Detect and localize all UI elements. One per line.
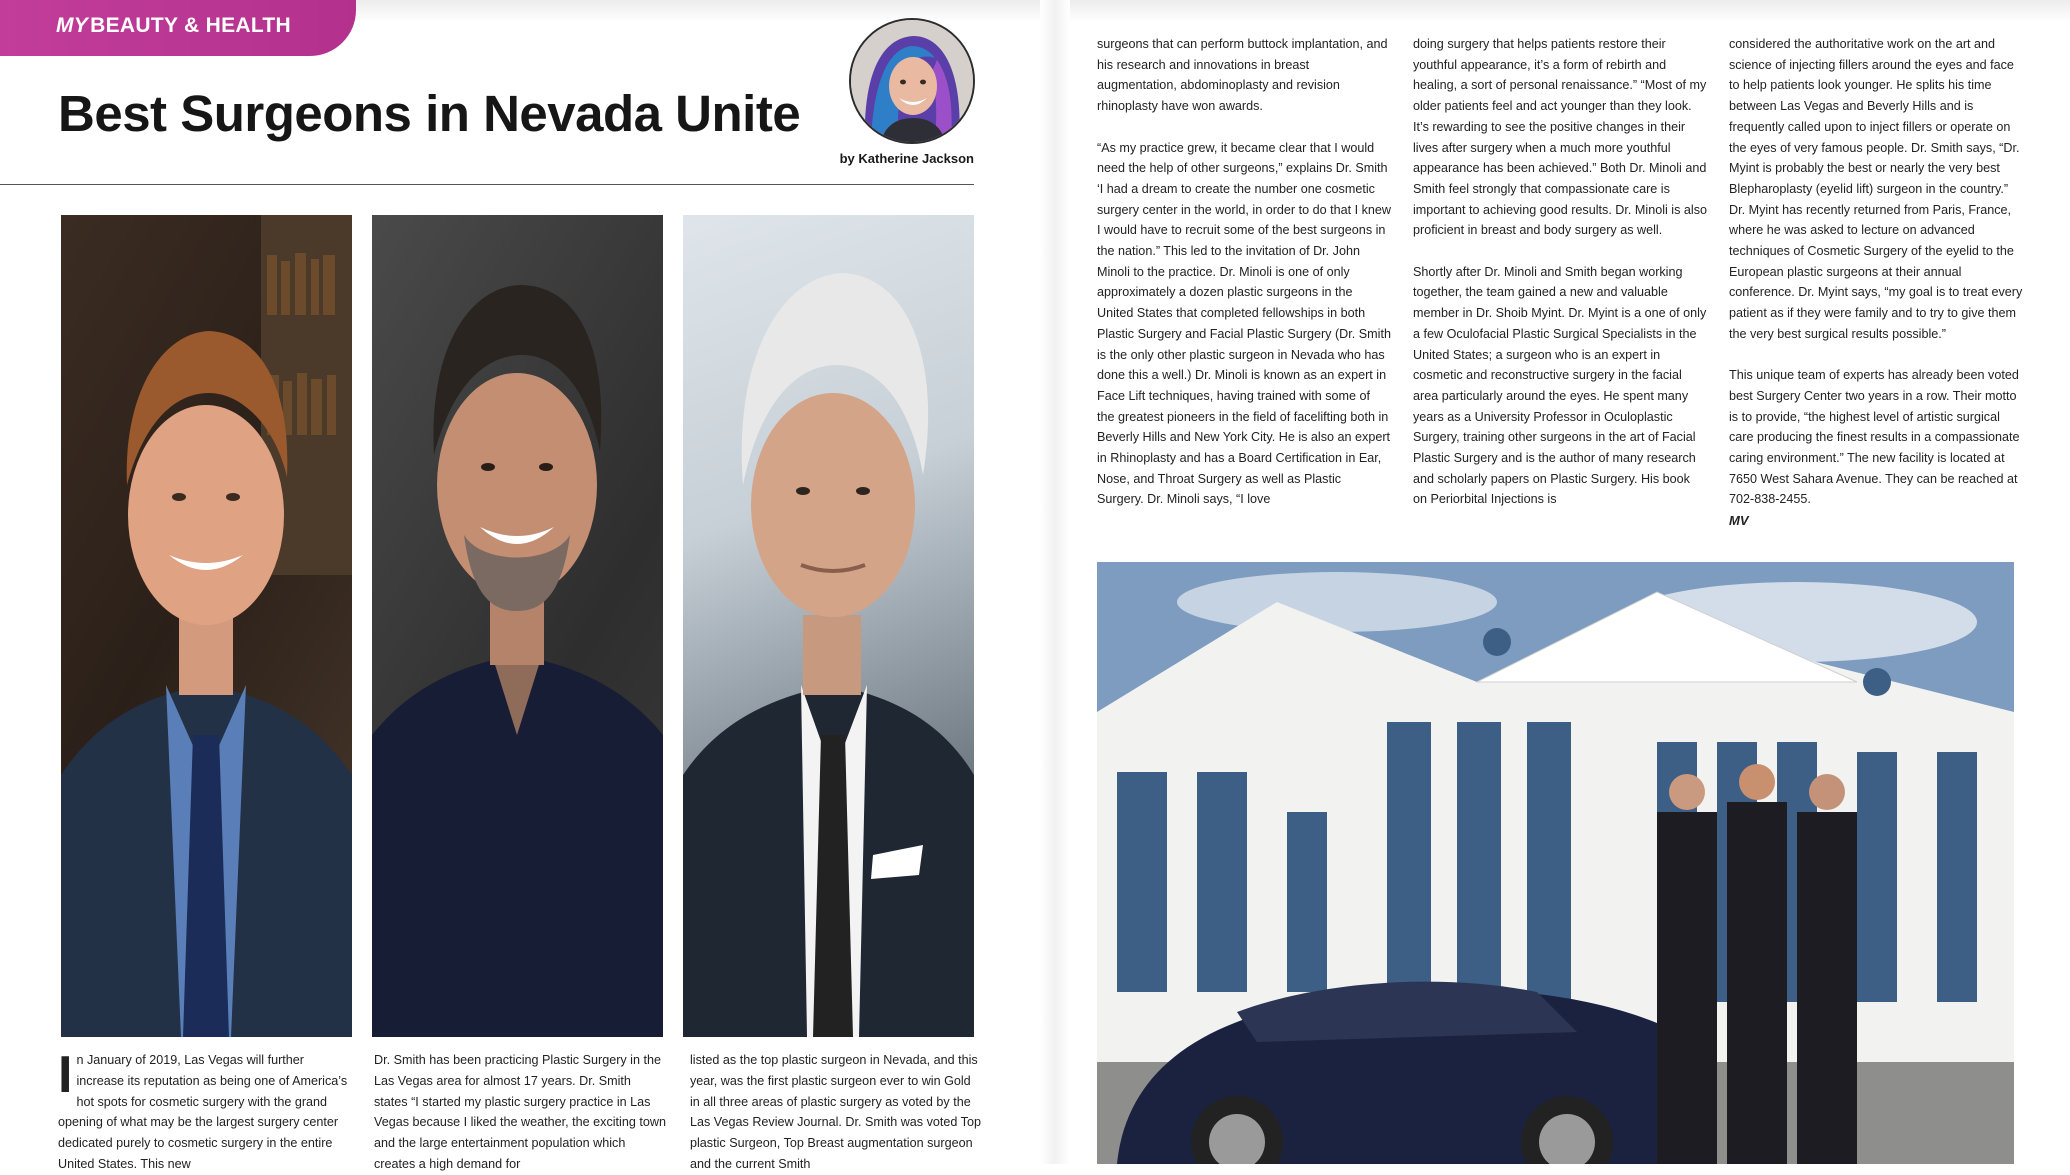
section-tab-my: MY xyxy=(56,14,89,37)
portrait-2-illustration xyxy=(372,215,663,1037)
paragraph: considered the authoritative work on the art and science of injecting fillers around the eyes and face to help patients look younger. He splits his time between Las Vegas and Beverly Hills and is frequently called upon to inject fillers or operate on the eyes of very famous people. Dr. Smith says, “Dr. Myint is probably the best or nearly the very best Blepharoplasty (eyelid lift) surgeon in the country.” Dr. Myint has recently returned from Paris, France, where he was asked to lecture on advanced techniques of Cosmetic Surgery of the eyelid to the European plastic surgeons at their annual conference. Dr. Myint says, “my goal is to treat every patient as if they were family and to try to give them the very best surgical results possible.” xyxy=(1729,37,2023,341)
bottom-column-3: listed as the top plastic surgeon in Nevada, and this year, was the first plastic surgeon ever to win Gold in all three areas of plastic surgery as voted by the Las Vegas Review Journal. Dr. Smith was voted Top plastic Surgeon, Top Breast augmentation surgeon and the current Smith xyxy=(690,1053,981,1171)
section-tab xyxy=(0,0,356,56)
paragraph: surgeons that can perform buttock implantation, and his research and innovations in breast augmentation, abdominoplasty and revision rhinoplasty have won awards. xyxy=(1097,37,1388,114)
portrait-photo-1 xyxy=(61,215,352,1037)
byline: by Katherine Jackson xyxy=(839,151,974,166)
paragraph: This unique team of experts has already been voted best Surgery Center two years in a row. Their motto is to provide, “the highest level of artistic surgical care producing the finest results in a compassionate caring environment.” The new facility is located at 7650 West Sahara Avenue. They can be reached at 702-838-2455. xyxy=(1729,368,2020,507)
article-title: Best Surgeons in Nevada Unite xyxy=(58,85,801,142)
bottom-column-2: Dr. Smith has been practicing Plastic Surgery in the Las Vegas area for almost 17 years. Dr. Smith states “I started my plastic surgery practice in Las Vegas because I liked the weather, the exciting town and the large entertainment population which creates a high demand for xyxy=(374,1053,666,1171)
bottom-column-1-text: n January of 2019, Las Vegas will further increase its reputation as being one of America’s hot spots for cosmetic surgery with the grand opening of what may be the largest surgery center dedicated purely to cosmetic surgery in the entire United States. This new xyxy=(58,1053,348,1171)
drop-cap: I xyxy=(58,1046,73,1104)
building-photo-illustration xyxy=(1097,562,2014,1164)
author-photo xyxy=(849,18,975,144)
author-avatar-illustration xyxy=(851,20,973,142)
right-column-2 xyxy=(1413,34,1707,531)
paragraph: Shortly after Dr. Minoli and Smith began working together, the team gained a new and valuable member in Dr. Shoib Myint. Dr. Myint is a one of only a few Oculofacial Plastic Surgical Specialists in the United States; a surgeon who is an expert in cosmetic and reconstructive surgery in the facial area particularly around the eyes. He spent many years as a University Professor in Oculoplastic Surgery, training other surgeons in the art of Facial Plastic Surgery and is the author of many research and scholarly papers on Plastic Surgery. His book on Periorbital Injections is xyxy=(1413,264,1707,507)
portrait-3-illustration xyxy=(683,215,974,1037)
title-rule xyxy=(0,184,974,185)
right-column-1 xyxy=(1097,34,1391,531)
end-mark: MV xyxy=(1729,512,1749,528)
bottom-column-1 xyxy=(58,1046,350,1175)
paragraph: “As my practice grew, it became clear that I would need the help of other surgeons,” explains Dr. Smith ‘I had a dream to create the number one cosmetic surgery center in the world, in order to do that I knew I would have to recruit some of the best surgeons in the nation.” This led to the invitation of Dr. John Minoli to the practice. Dr. Minoli is one of only approximately a dozen plastic surgeons in the United States that completed fellowships in both Plastic Surgery and Facial Plastic Surgery (Dr. Smith is the only other plastic surgeon in Nevada who has done this a well.) Dr. Minoli is known as an expert in Face Lift techniques, having trained with some of the greatest pioneers in the field of facelifting both in Beverly Hills and New York City. He is also an expert in Rhinoplasty and has a Board Certification in Ear, Nose, and Throat Surgery as well as Plastic Surgery. Dr. Minoli says, “I love xyxy=(1097,140,1392,507)
paragraph: doing surgery that helps patients restore their youthful appearance, it’s a form of rebirth and healing, a sort of personal renaissance.” “Most of my older patients feel and act younger than they look. It’s rewarding to see the positive changes in their lives after surgery when a much more youthful appearance has been achieved.” Both Dr. Minoli and Smith feel strongly that compassionate care is important to achieving good results. Dr. Minoli is also proficient in breast and body surgery as well. xyxy=(1413,37,1707,238)
section-tab-label: BEAUTY & HEALTH xyxy=(90,14,292,37)
spread-gutter xyxy=(1040,0,1070,1164)
portrait-photo-3 xyxy=(683,215,974,1037)
portrait-photo-2 xyxy=(372,215,663,1037)
building-photo xyxy=(1097,562,2014,1164)
portrait-1-illustration xyxy=(61,215,352,1037)
right-column-3 xyxy=(1729,34,2023,532)
